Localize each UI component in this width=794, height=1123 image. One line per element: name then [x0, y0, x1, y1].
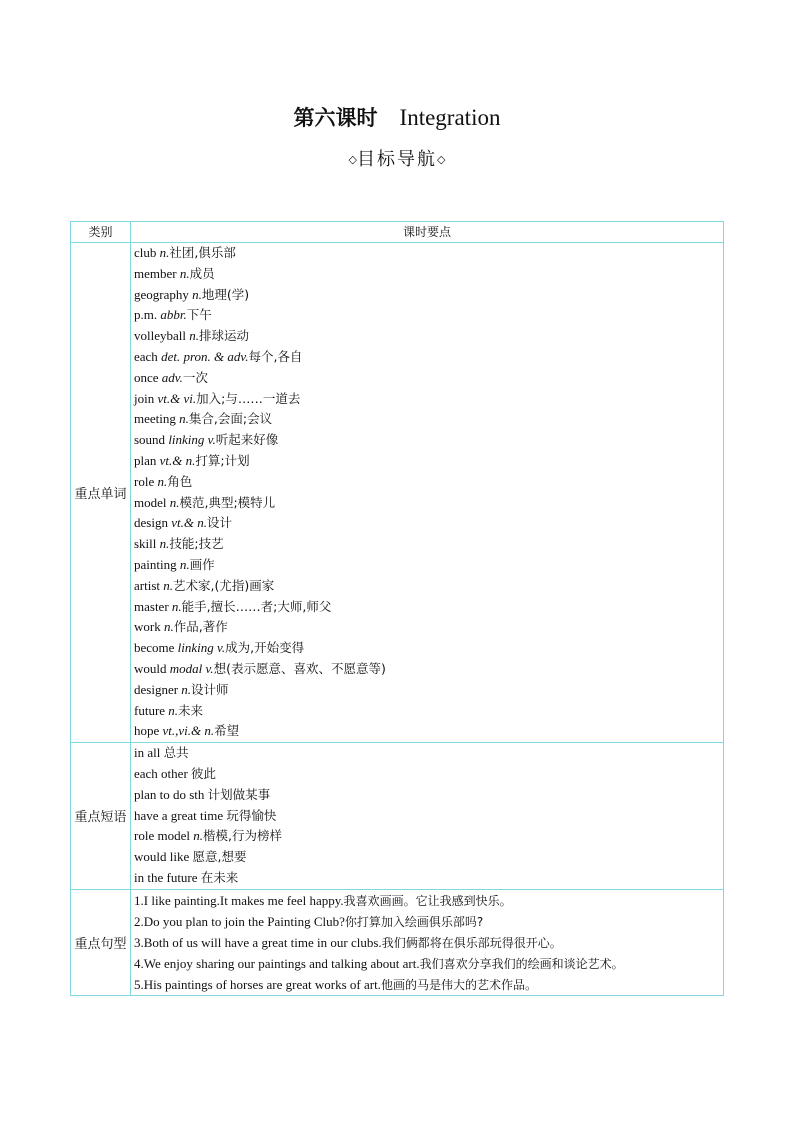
header-points: 课时要点 — [131, 222, 724, 243]
definition: 加入;与……一道去 — [196, 390, 301, 406]
list-item — [134, 430, 723, 451]
list-item — [134, 638, 723, 659]
definition: 计划做某事 — [207, 786, 271, 802]
list-item — [134, 847, 723, 868]
term-text: meeting — [134, 411, 180, 427]
part-of-speech: abbr. — [160, 307, 187, 323]
part-of-speech: n. — [163, 577, 173, 593]
definition: 打算;计划 — [195, 452, 250, 468]
part-of-speech: n. — [181, 681, 192, 697]
list-item — [134, 285, 723, 306]
sentence-english: 2.Do you plan to join the Painting Club? — [134, 913, 345, 929]
list-item — [134, 785, 723, 806]
term-text: design — [134, 515, 172, 531]
definition: 楷模,行为榜样 — [202, 828, 282, 844]
term-text: become — [134, 640, 178, 656]
definition: 每个,各自 — [248, 348, 303, 364]
definition: 技能;技艺 — [169, 536, 224, 552]
list-item — [134, 806, 723, 827]
definition: 设计 — [206, 515, 232, 531]
term-text: join — [134, 390, 158, 406]
definition: 画作 — [189, 556, 215, 572]
part-of-speech: n. — [157, 473, 168, 489]
part-of-speech: n. — [159, 536, 170, 552]
term-text: painting — [134, 556, 180, 572]
sentence-english: 1.I like painting.It makes me feel happy. — [134, 892, 344, 908]
sentence-item — [134, 974, 723, 995]
definition: 在未来 — [200, 869, 239, 885]
definition: 下午 — [186, 307, 212, 323]
part-of-speech: n. — [179, 265, 190, 281]
term-text: role model — [134, 828, 194, 844]
term-text: member — [134, 265, 180, 281]
list-item — [134, 368, 723, 389]
list-item — [134, 764, 723, 785]
list-item — [134, 868, 723, 889]
list-item — [134, 701, 723, 722]
list-item — [134, 493, 723, 514]
page-title — [0, 104, 794, 132]
lesson-name: Integration — [399, 105, 501, 130]
term-text: geography — [134, 286, 193, 302]
term-text: future — [134, 702, 169, 718]
part-of-speech: n. — [168, 702, 179, 718]
definition: 模范,典型;模特儿 — [179, 494, 276, 510]
definition: 总共 — [163, 745, 189, 761]
definition: 听起来好像 — [215, 432, 279, 448]
part-of-speech: vt.& n. — [171, 515, 207, 531]
definition: 未来 — [178, 702, 204, 718]
term-text: would — [134, 660, 170, 676]
list-item — [134, 326, 723, 347]
list-item — [134, 305, 723, 326]
part-of-speech: n. — [163, 619, 174, 635]
part-of-speech: vt.& n. — [159, 452, 196, 468]
part-of-speech: n. — [192, 286, 202, 302]
definition: 希望 — [214, 723, 240, 739]
term-text: skill — [134, 536, 160, 552]
part-of-speech: n. — [193, 828, 203, 844]
definition: 想(表示愿意、喜欢、不愿意等) — [213, 660, 386, 676]
list-item — [134, 597, 723, 618]
sentence-english: 4.We enjoy sharing our paintings and talking about art. — [134, 955, 420, 971]
term-text: designer — [134, 681, 182, 697]
sentence-item — [134, 953, 723, 974]
part-of-speech: adv. — [161, 369, 183, 385]
part-of-speech: linking v. — [168, 432, 216, 448]
term-text: club — [134, 245, 160, 260]
list-item — [134, 243, 723, 264]
term-text: plan — [134, 452, 160, 468]
sentence-item — [134, 932, 723, 953]
section-sentences — [71, 889, 724, 995]
words-list — [131, 243, 724, 743]
term-text: in the future — [134, 869, 201, 885]
term-text: role — [134, 473, 158, 489]
term-text: artist — [134, 577, 164, 593]
list-item — [134, 721, 723, 742]
list-item — [134, 826, 723, 847]
list-item — [134, 472, 723, 493]
table-header-row — [71, 222, 724, 243]
lesson-table — [70, 221, 724, 996]
category-label: 重点单词 — [71, 243, 131, 743]
list-item — [134, 534, 723, 555]
definition: 能手,擅长……者;大师,师父 — [181, 598, 332, 614]
list-item — [134, 617, 723, 638]
term-text: master — [134, 598, 172, 614]
term-text: model — [134, 494, 170, 510]
sentence-translation: 我们喜欢分享我们的绘画和谈论艺术。 — [419, 956, 624, 971]
part-of-speech: vt.,vi.& n. — [162, 723, 215, 739]
part-of-speech: det. pron. & adv. — [161, 348, 249, 364]
part-of-speech: n. — [189, 328, 199, 344]
definition: 玩得愉快 — [226, 807, 277, 823]
term-text: have a great time — [134, 807, 227, 823]
category-label: 重点句型 — [71, 889, 131, 995]
definition: 社团,俱乐部 — [169, 245, 236, 260]
definition: 集合,会面;会议 — [188, 411, 273, 427]
part-of-speech: n. — [179, 556, 190, 572]
term-text: in all — [134, 745, 164, 761]
definition: 设计师 — [191, 681, 229, 697]
sentence-translation: 我们俩都将在俱乐部玩得很开心。 — [381, 935, 562, 950]
part-of-speech: n. — [159, 245, 170, 260]
subtitle-text: 目标导航 — [357, 149, 437, 170]
sentence-translation: 你打算加入绘画俱乐部吗? — [344, 914, 484, 929]
list-item — [134, 659, 723, 680]
term-text: each — [134, 348, 162, 364]
definition: 一次 — [182, 369, 208, 385]
part-of-speech: vt.& vi. — [157, 390, 197, 406]
sentence-item — [134, 890, 723, 911]
list-item — [134, 451, 723, 472]
definition: 彼此 — [191, 765, 217, 781]
list-item — [134, 680, 723, 701]
sentences-list — [131, 889, 724, 995]
definition: 地理(学) — [201, 286, 250, 302]
term-text: each other — [134, 765, 192, 781]
part-of-speech: n. — [179, 411, 189, 427]
section-subtitle — [0, 148, 794, 172]
sentence-item — [134, 911, 723, 932]
sentence-translation: 我喜欢画画。它让我感到快乐。 — [343, 893, 512, 908]
list-item — [134, 389, 723, 410]
part-of-speech: linking v. — [177, 640, 226, 656]
lesson-number: 第六课时 — [293, 106, 378, 130]
term-text: would like — [134, 849, 193, 865]
sentence-english: 3.Both of us will have a great time in our clubs. — [134, 934, 382, 950]
term-text: work — [134, 619, 164, 635]
sentence-english: 5.His paintings of horses are great works of art. — [134, 976, 381, 992]
section-phrases — [71, 743, 724, 890]
list-item — [134, 264, 723, 285]
definition: 角色 — [167, 473, 193, 489]
list-item — [134, 555, 723, 576]
part-of-speech: n. — [169, 494, 180, 510]
definition: 排球运动 — [199, 328, 250, 344]
term-text: hope — [134, 723, 163, 739]
term-text: sound — [134, 432, 169, 448]
term-text: plan to do sth — [134, 786, 208, 802]
definition: 愿意,想要 — [192, 849, 247, 865]
list-item — [134, 513, 723, 534]
category-label: 重点短语 — [71, 743, 131, 890]
sentence-translation: 他画的马是伟大的艺术作品。 — [380, 977, 537, 992]
term-text: once — [134, 369, 162, 385]
list-item — [134, 576, 723, 597]
part-of-speech: n. — [171, 598, 182, 614]
list-item — [134, 347, 723, 368]
term-text: volleyball — [134, 328, 190, 344]
part-of-speech: modal v. — [169, 660, 214, 676]
list-item — [134, 743, 723, 764]
diamond-icon: ◇ — [437, 153, 446, 166]
header-category: 类别 — [71, 222, 131, 243]
definition: 成为,开始变得 — [225, 640, 305, 656]
diamond-icon: ◇ — [348, 153, 357, 166]
definition: 作品,著作 — [173, 619, 228, 635]
definition: 成员 — [189, 265, 215, 281]
term-text: p.m. — [134, 307, 161, 323]
list-item — [134, 409, 723, 430]
section-words — [71, 243, 724, 743]
phrases-list — [131, 743, 724, 890]
definition: 艺术家,(尤指)画家 — [173, 577, 275, 593]
